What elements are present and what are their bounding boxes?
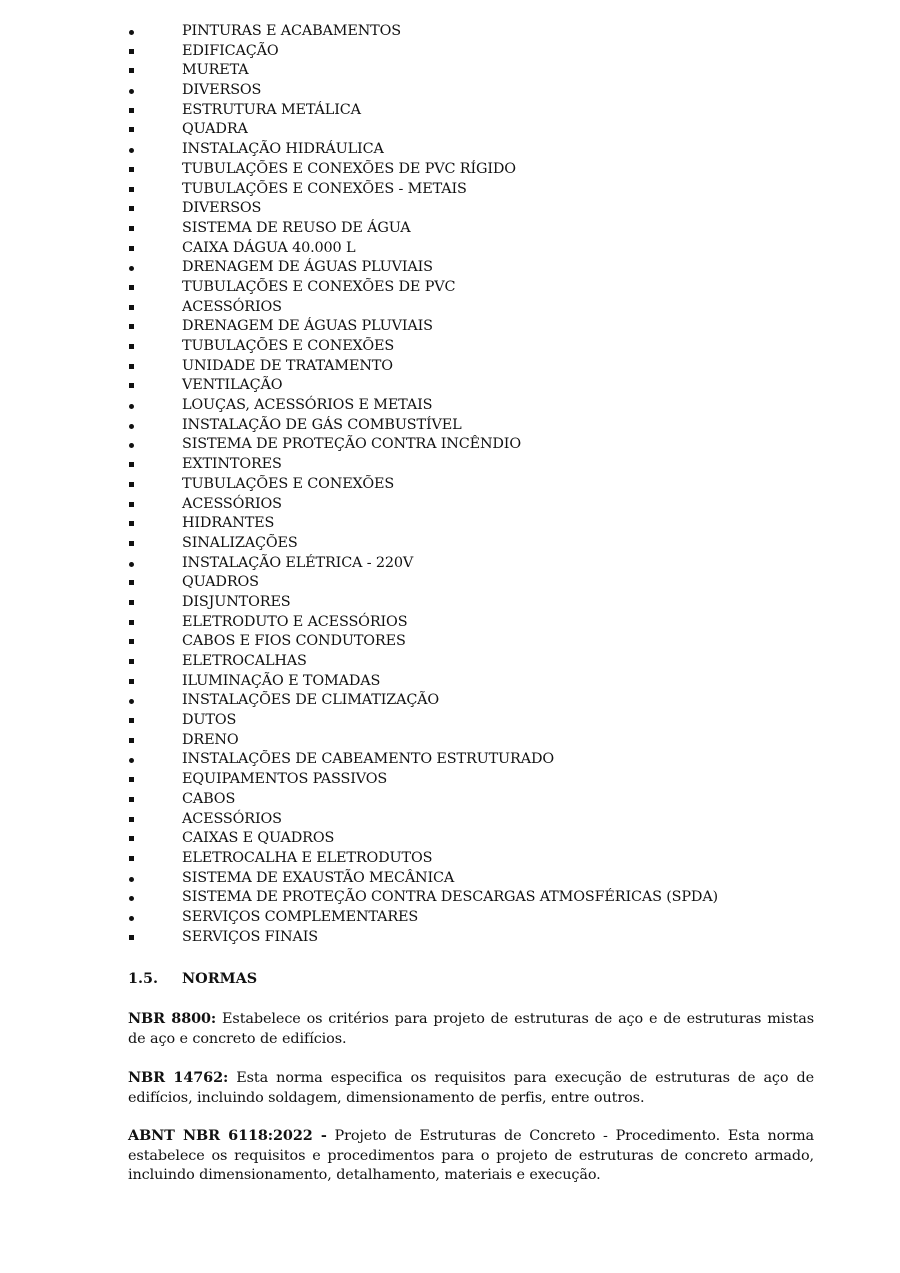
list-item-label: SISTEMA DE PROTEÇÃO CONTRA DESCARGAS ATMOSFÉRICAS (SPDA) bbox=[182, 889, 719, 906]
list-item bbox=[0, 888, 900, 908]
list-item bbox=[0, 435, 900, 455]
list-item-label: VENTILAÇÃO bbox=[182, 377, 283, 394]
bullet-square-icon bbox=[128, 849, 138, 869]
list-item-label: MURETA bbox=[182, 62, 249, 79]
bullet-square-icon bbox=[128, 613, 138, 633]
bullet-dot-icon bbox=[128, 140, 138, 160]
bullet-square-icon bbox=[128, 573, 138, 593]
list-item-label: DIVERSOS bbox=[182, 200, 262, 217]
bullet-dot-icon bbox=[128, 416, 138, 436]
list-item-label: QUADRA bbox=[182, 121, 248, 138]
list-item-label: EDIFICAÇÃO bbox=[182, 42, 279, 59]
list-item-label: ACESSÓRIOS bbox=[182, 495, 282, 512]
list-item bbox=[0, 396, 900, 416]
list-item-label: TUBULAÇÕES E CONEXÕES bbox=[182, 475, 395, 492]
section-number: 1.5. bbox=[128, 970, 159, 987]
list-item-label: CAIXA DÁGUA 40.000 L bbox=[182, 239, 356, 256]
list-item-label: ELETRODUTO E ACESSÓRIOS bbox=[182, 613, 408, 630]
list-item-label: INSTALAÇÃO ELÉTRICA - 220V bbox=[182, 554, 414, 571]
list-item bbox=[0, 849, 900, 869]
bullet-square-icon bbox=[128, 829, 138, 849]
list-item bbox=[0, 22, 900, 42]
list-item bbox=[0, 337, 900, 357]
list-item-label: CAIXAS E QUADROS bbox=[182, 830, 335, 847]
list-item bbox=[0, 376, 900, 396]
bullet-square-icon bbox=[128, 652, 138, 672]
bullet-square-icon bbox=[128, 514, 138, 534]
list-item-label: PINTURAS E ACABAMENTOS bbox=[182, 23, 401, 39]
bullet-square-icon bbox=[128, 455, 138, 475]
list-item bbox=[0, 632, 900, 652]
bullet-square-icon bbox=[128, 672, 138, 692]
list-item bbox=[0, 278, 900, 298]
bullet-square-icon bbox=[128, 357, 138, 377]
scope-item-list bbox=[0, 22, 900, 947]
list-item bbox=[0, 199, 900, 219]
list-item bbox=[0, 711, 900, 731]
list-item bbox=[0, 416, 900, 436]
bullet-dot-icon bbox=[128, 81, 138, 101]
bullet-square-icon bbox=[128, 298, 138, 318]
bullet-square-icon bbox=[128, 219, 138, 239]
list-item bbox=[0, 317, 900, 337]
bullet-square-icon bbox=[128, 475, 138, 495]
list-item-label: INSTALAÇÕES DE CLIMATIZAÇÃO bbox=[182, 692, 440, 709]
bullet-square-icon bbox=[128, 61, 138, 81]
list-item-label: HIDRANTES bbox=[182, 515, 275, 532]
list-item bbox=[0, 573, 900, 593]
list-item-label: DRENAGEM DE ÁGUAS PLUVIAIS bbox=[182, 318, 433, 335]
bullet-dot-icon bbox=[128, 888, 138, 908]
list-item-label: CABOS bbox=[182, 790, 236, 807]
list-item-label: TUBULAÇÕES E CONEXÕES bbox=[182, 338, 395, 354]
bullet-square-icon bbox=[128, 534, 138, 554]
list-item bbox=[0, 101, 900, 121]
list-item bbox=[0, 239, 900, 259]
list-item-label: TUBULAÇÕES E CONEXÕES DE PVC bbox=[182, 278, 456, 295]
bullet-square-icon bbox=[128, 593, 138, 613]
list-item-label: SERVIÇOS FINAIS bbox=[182, 928, 318, 945]
bullet-dot-icon bbox=[128, 750, 138, 770]
list-item-label: UNIDADE DE TRATAMENTO bbox=[182, 357, 393, 374]
bullet-dot-icon bbox=[128, 869, 138, 889]
norm-paragraph-nbr-6118 bbox=[128, 1126, 814, 1186]
list-item bbox=[0, 180, 900, 200]
list-item bbox=[0, 691, 900, 711]
list-item-label: CABOS E FIOS CONDUTORES bbox=[182, 633, 406, 650]
bullet-dot-icon bbox=[128, 554, 138, 574]
norm-description: Projeto de Estruturas de Concreto - Procedimento. Esta norma estabelece os requisitos e procedimentos para o projeto de estruturas de concreto armado, incluindo dimensionamento, detalhamento, materiais e execução. bbox=[128, 1128, 814, 1183]
norm-code: NBR 14762: bbox=[128, 1069, 229, 1086]
norm-code: ABNT NBR 6118:2022 - bbox=[128, 1127, 327, 1144]
bullet-square-icon bbox=[128, 770, 138, 790]
list-item bbox=[0, 140, 900, 160]
list-item bbox=[0, 475, 900, 495]
bullet-square-icon bbox=[128, 180, 138, 200]
list-item-label: DISJUNTORES bbox=[182, 593, 291, 610]
list-item-label: ELETROCALHAS bbox=[182, 653, 307, 669]
list-item bbox=[0, 42, 900, 62]
list-item bbox=[0, 160, 900, 180]
bullet-dot-icon bbox=[128, 22, 138, 42]
list-item-label: SISTEMA DE REUSO DE ÁGUA bbox=[182, 219, 411, 236]
bullet-dot-icon bbox=[128, 435, 138, 455]
list-item-label: INSTALAÇÃO HIDRÁULICA bbox=[182, 141, 384, 158]
list-item bbox=[0, 750, 900, 770]
list-item-label: TUBULAÇÕES E CONEXÕES DE PVC RÍGIDO bbox=[182, 160, 516, 177]
bullet-square-icon bbox=[128, 790, 138, 810]
list-item bbox=[0, 554, 900, 574]
list-item-label: SERVIÇOS COMPLEMENTARES bbox=[182, 908, 419, 925]
list-item bbox=[0, 613, 900, 633]
list-item-label: LOUÇAS, ACESSÓRIOS E METAIS bbox=[182, 397, 433, 414]
list-item bbox=[0, 672, 900, 692]
list-item-label: TUBULAÇÕES E CONEXÕES - METAIS bbox=[182, 180, 467, 197]
list-item bbox=[0, 731, 900, 751]
list-item-label: SINALIZAÇÕES bbox=[182, 534, 298, 551]
list-item bbox=[0, 652, 900, 672]
list-item-label: ACESSÓRIOS bbox=[182, 298, 282, 315]
bullet-square-icon bbox=[128, 810, 138, 830]
bullet-square-icon bbox=[128, 120, 138, 140]
bullet-square-icon bbox=[128, 317, 138, 337]
list-item bbox=[0, 810, 900, 830]
bullet-square-icon bbox=[128, 160, 138, 180]
list-item-label: ILUMINAÇÃO E TOMADAS bbox=[182, 672, 381, 689]
bullet-square-icon bbox=[128, 731, 138, 751]
list-item bbox=[0, 770, 900, 790]
list-item-label: EQUIPAMENTOS PASSIVOS bbox=[182, 771, 388, 788]
bullet-dot-icon bbox=[128, 908, 138, 928]
bullet-dot-icon bbox=[128, 258, 138, 278]
norm-code: NBR 8800: bbox=[128, 1010, 217, 1027]
list-item bbox=[0, 357, 900, 377]
list-item-label: QUADROS bbox=[182, 574, 259, 591]
bullet-dot-icon bbox=[128, 396, 138, 416]
list-item bbox=[0, 514, 900, 534]
bullet-square-icon bbox=[128, 278, 138, 298]
list-item-label: DUTOS bbox=[182, 712, 237, 729]
list-item bbox=[0, 790, 900, 810]
list-item-label: DRENAGEM DE ÁGUAS PLUVIAIS bbox=[182, 259, 433, 276]
list-item-label: DIVERSOS bbox=[182, 82, 262, 99]
list-item bbox=[0, 495, 900, 515]
bullet-square-icon bbox=[128, 495, 138, 515]
list-item-label: ELETROCALHA E ELETRODUTOS bbox=[182, 849, 433, 866]
bullet-square-icon bbox=[128, 711, 138, 731]
list-item bbox=[0, 829, 900, 849]
list-item-label: ESTRUTURA METÁLICA bbox=[182, 101, 361, 118]
list-item-label: EXTINTORES bbox=[182, 456, 282, 473]
bullet-square-icon bbox=[128, 239, 138, 259]
list-item-label: SISTEMA DE PROTEÇÃO CONTRA INCÊNDIO bbox=[182, 436, 521, 453]
list-item bbox=[0, 455, 900, 475]
list-item bbox=[0, 908, 900, 928]
bullet-square-icon bbox=[128, 632, 138, 652]
list-item bbox=[0, 534, 900, 554]
bullet-square-icon bbox=[128, 376, 138, 396]
list-item-label: SISTEMA DE EXAUSTÃO MECÂNICA bbox=[182, 869, 455, 886]
norm-description: Esta norma especifica os requisitos para execução de estruturas de aço de edifícios, incluindo soldagem, dimensionamento de perfis, entre outros. bbox=[128, 1070, 814, 1106]
bullet-square-icon bbox=[128, 101, 138, 121]
bullet-square-icon bbox=[128, 42, 138, 62]
list-item bbox=[0, 298, 900, 318]
list-item bbox=[0, 81, 900, 101]
list-item bbox=[0, 928, 900, 948]
section-title: NORMAS bbox=[182, 970, 258, 987]
list-item-label: DRENO bbox=[182, 731, 239, 748]
bullet-square-icon bbox=[128, 337, 138, 357]
list-item bbox=[0, 219, 900, 239]
list-item bbox=[0, 593, 900, 613]
norm-paragraph-nbr-8800 bbox=[128, 1009, 814, 1049]
list-item-label: INSTALAÇÕES DE CABEAMENTO ESTRUTURADO bbox=[182, 751, 554, 768]
bullet-dot-icon bbox=[128, 691, 138, 711]
bullet-square-icon bbox=[128, 928, 138, 948]
norm-paragraph-nbr-14762 bbox=[128, 1068, 814, 1108]
list-item bbox=[0, 258, 900, 278]
list-item bbox=[0, 61, 900, 81]
list-item-label: ACESSÓRIOS bbox=[182, 810, 282, 827]
norm-description: Estabelece os critérios para projeto de estruturas de aço e de estruturas mistas de aço e concreto de edifícios. bbox=[128, 1011, 814, 1047]
list-item bbox=[0, 120, 900, 140]
list-item bbox=[0, 869, 900, 889]
bullet-square-icon bbox=[128, 199, 138, 219]
list-item-label: INSTALAÇÃO DE GÁS COMBUSTÍVEL bbox=[182, 416, 462, 433]
